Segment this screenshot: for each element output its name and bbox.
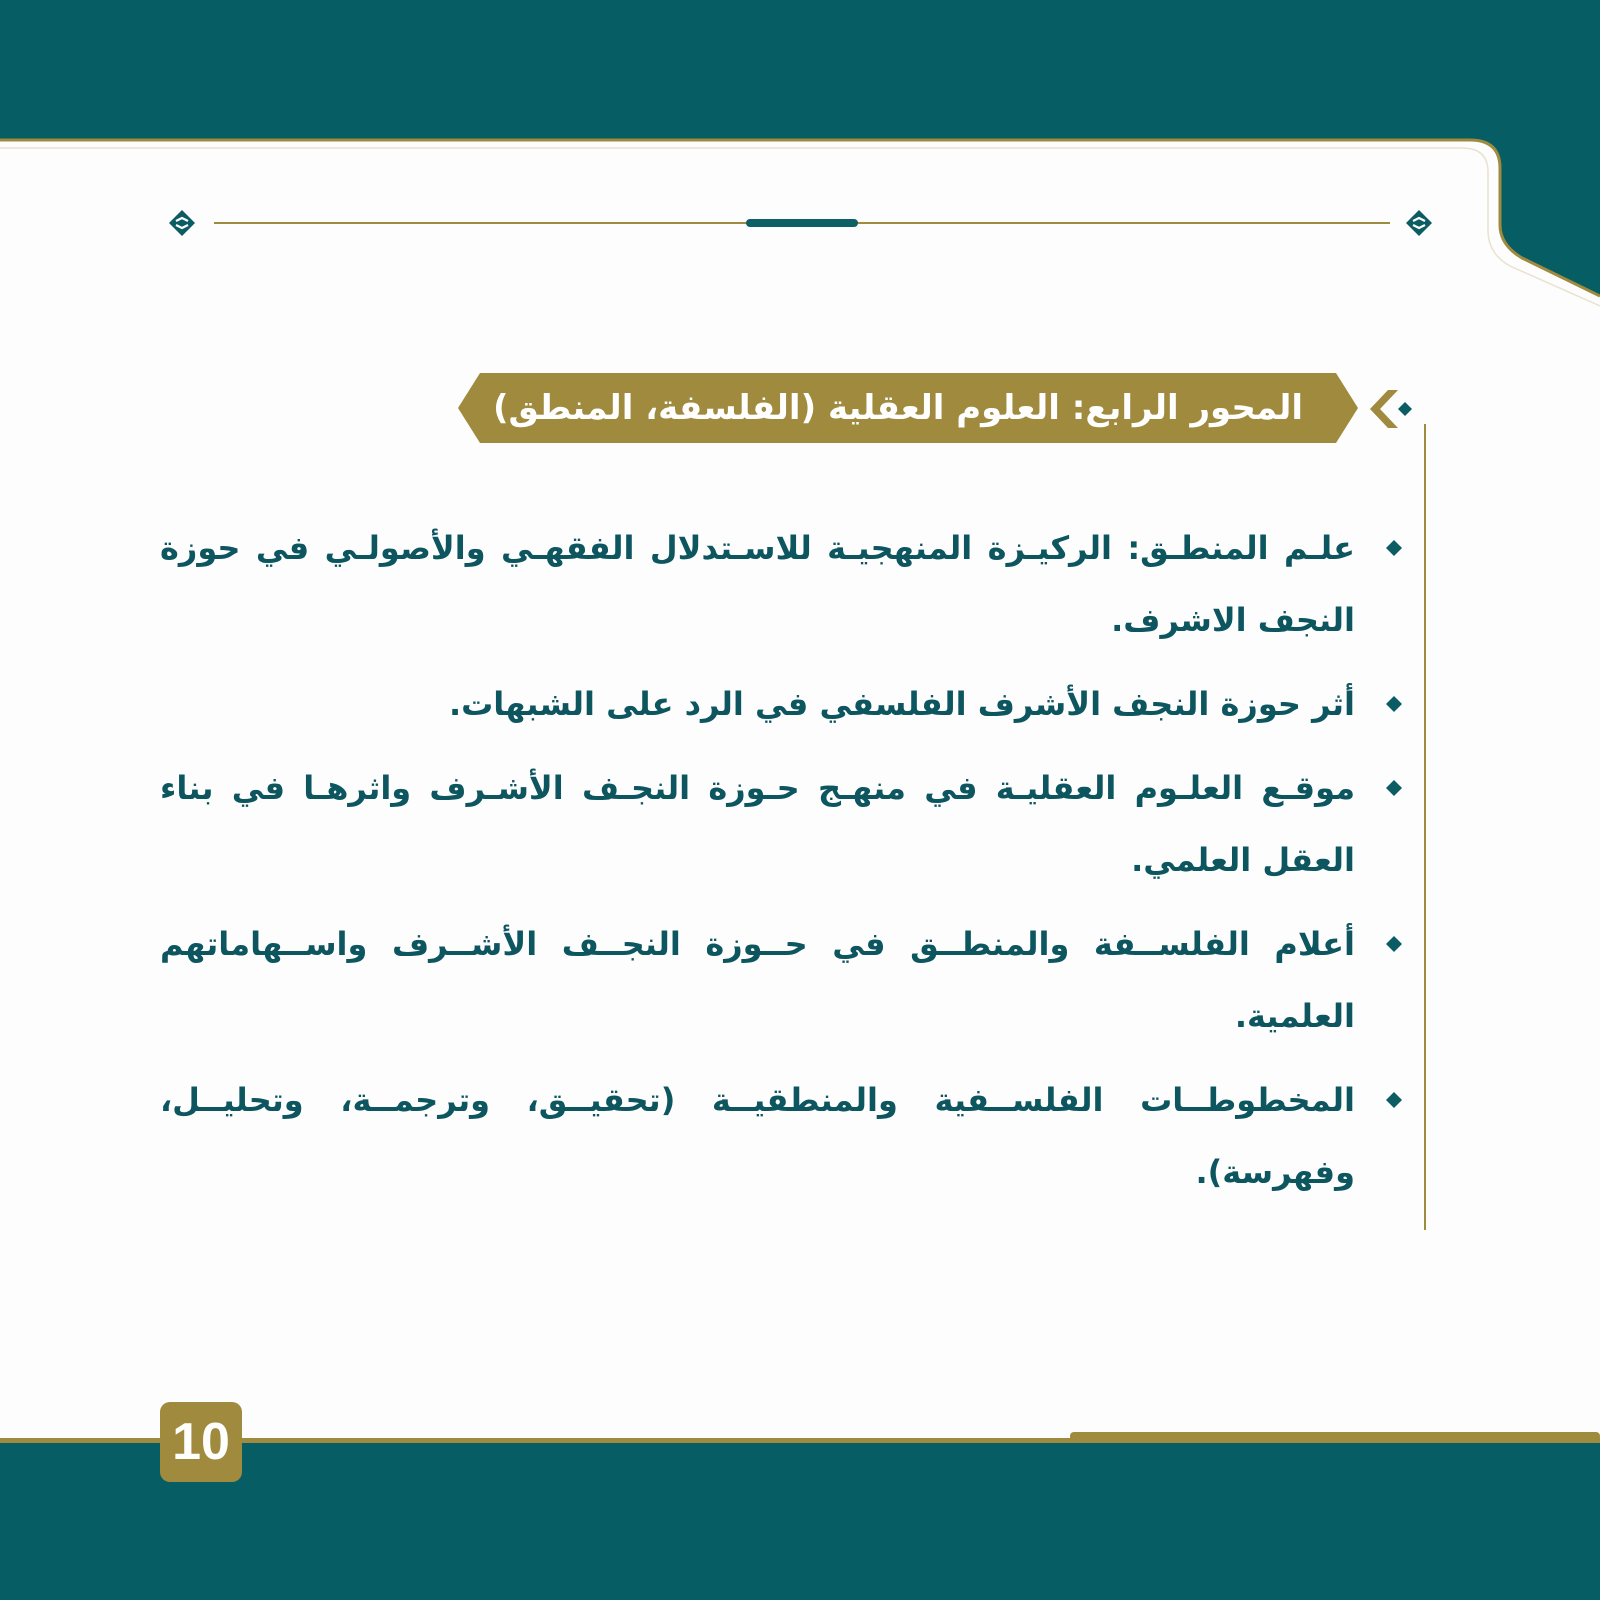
page-number: 10	[160, 1402, 242, 1482]
list-item	[160, 668, 1410, 740]
section-title: المحور الرابع: العلوم العقلية (الفلسفة، المنطق)	[492, 388, 1304, 428]
list-item	[160, 752, 1410, 896]
vertical-rule	[1424, 424, 1426, 1230]
section-heading	[458, 373, 1358, 443]
list-item	[160, 1064, 1410, 1208]
item-text: علـم المنطـق: الركيـزة المنهجيـة للاسـتدلال الفقهـي والأصولـي في حوزة النجف الاشرف.	[160, 529, 1355, 639]
divider-accent	[746, 219, 858, 227]
diamond-icon	[1386, 936, 1402, 952]
diamond-icon	[1386, 780, 1402, 796]
item-text: المخطوطــات الفلســفية والمنطقيــة (تحقيــق، وترجمــة، وتحليــل، وفهرسة).	[160, 1081, 1355, 1191]
list-item	[160, 908, 1410, 1052]
item-text: موقـع العلـوم العقليـة في منهـج حـوزة النجـف الأشـرف واثرهـا في بناء العقل العلمي.	[160, 769, 1355, 879]
diamond-icon	[1386, 1092, 1402, 1108]
chevron-left-icon	[1366, 386, 1412, 432]
list-item	[160, 512, 1410, 656]
diamond-icon	[1386, 540, 1402, 556]
topics-list	[160, 512, 1410, 1220]
knot-icon	[168, 209, 196, 237]
knot-icon	[1405, 209, 1433, 237]
item-text: أثر حوزة النجف الأشرف الفلسفي في الرد على الشبهات.	[448, 685, 1355, 723]
diamond-icon	[1386, 696, 1402, 712]
item-text: أعلام الفلســفة والمنطــق في حــوزة النجــف الأشــرف واســهاماتهم العلمية.	[160, 925, 1355, 1035]
